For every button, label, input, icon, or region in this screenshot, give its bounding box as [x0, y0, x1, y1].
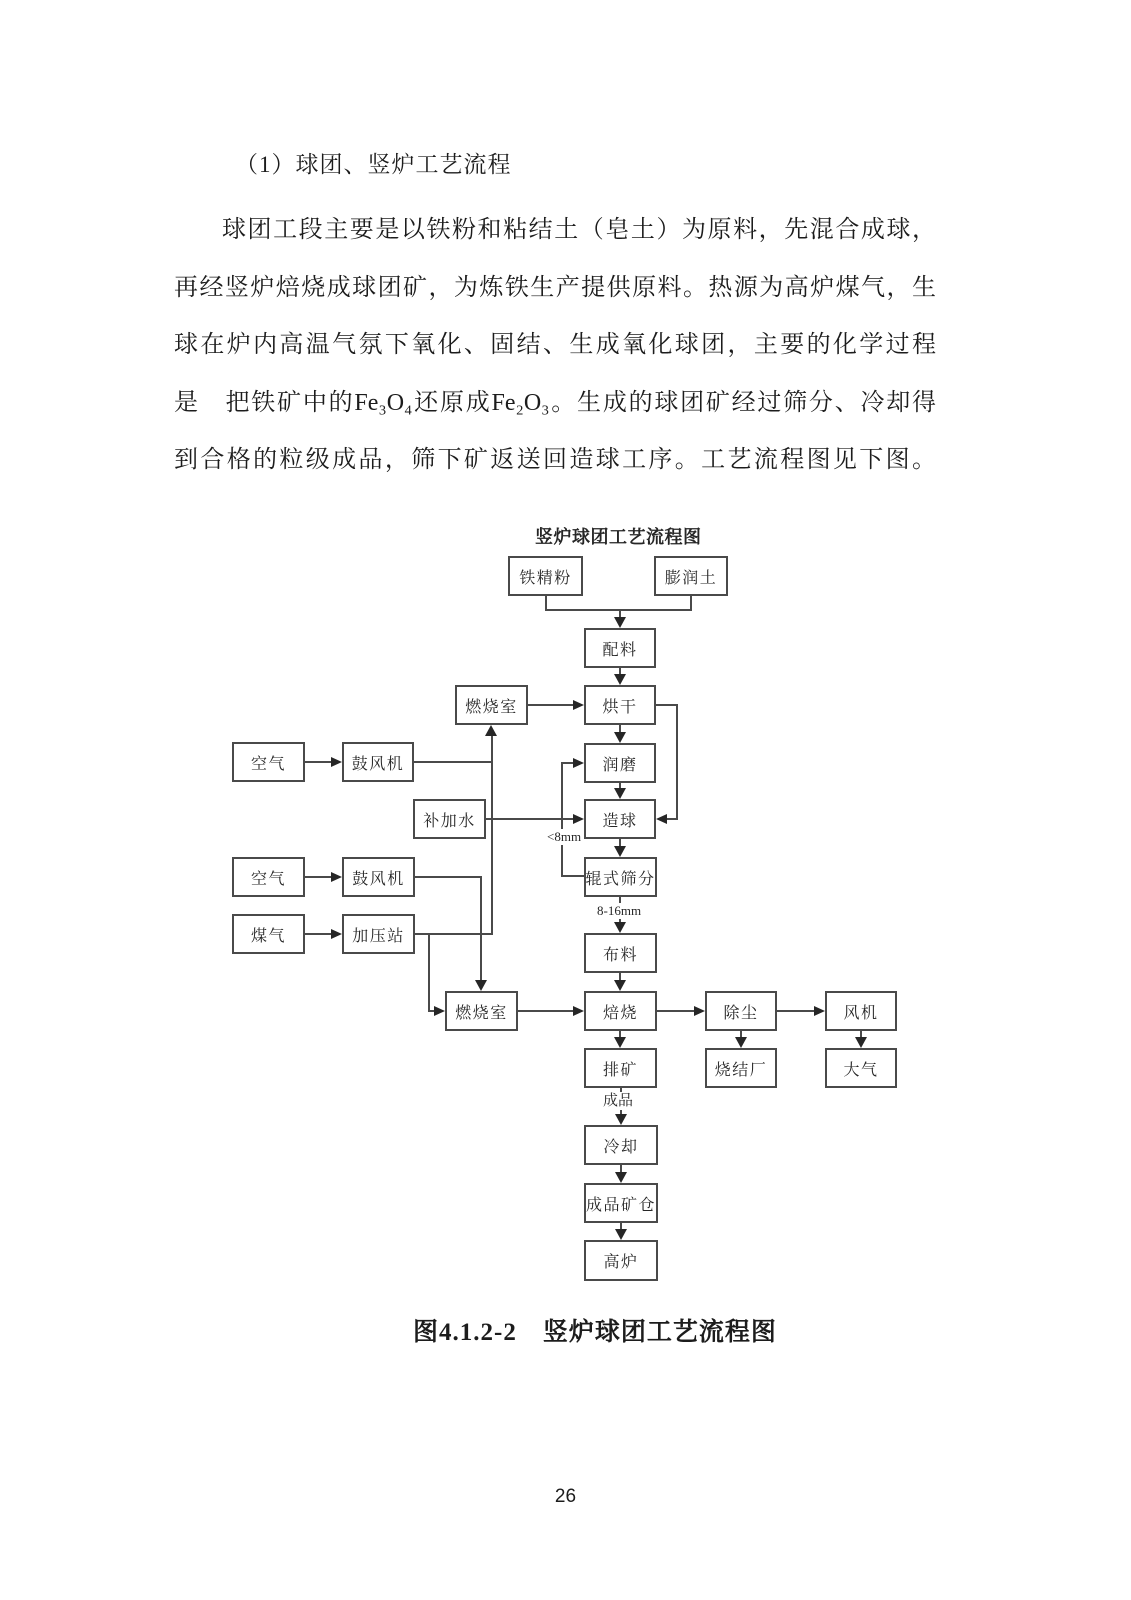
flow-node-ore-discharge: 排矿 [584, 1048, 657, 1088]
flow-node-blast-furnace: 高炉 [584, 1240, 658, 1281]
flow-arrow [573, 1006, 584, 1016]
flow-node-fan: 风机 [825, 991, 897, 1031]
flow-line [518, 1010, 573, 1012]
flow-line [428, 933, 430, 1012]
body-line: 再经竖炉焙烧成球团矿，为炼铁生产提供原料。热源为高炉煤气，生 [174, 274, 936, 301]
flow-node-pressurizing-station: 加压站 [342, 914, 415, 954]
flow-arrow [814, 1006, 825, 1016]
flow-node-blower-1: 鼓风机 [342, 742, 414, 782]
flow-arrow [614, 846, 626, 857]
flow-node-roller-screen: 辊式筛分 [584, 857, 657, 897]
flow-node-cooling: 冷却 [584, 1125, 658, 1165]
flow-node-batching: 配料 [584, 628, 656, 668]
flow-arrow [694, 1006, 705, 1016]
flow-arrow [656, 814, 667, 824]
flow-node-combustion-chamber-1: 燃烧室 [455, 685, 528, 725]
flow-line [656, 704, 678, 706]
flow-node-makeup-water: 补加水 [413, 799, 486, 839]
flow-arrow [331, 929, 342, 939]
flow-line [676, 704, 678, 820]
flow-arrow [614, 732, 626, 743]
flow-arrow [573, 758, 584, 768]
flow-arrow [475, 980, 487, 991]
flow-arrow [573, 700, 584, 710]
flow-arrow [615, 1114, 627, 1125]
flow-arrow [573, 814, 584, 824]
flow-line [414, 761, 492, 763]
body-paragraph [174, 202, 936, 490]
flow-node-distribution: 布料 [584, 933, 657, 973]
flow-arrow [331, 757, 342, 767]
flow-node-bentonite: 膨润土 [654, 556, 728, 596]
flow-line [561, 762, 563, 877]
section-heading: （1）球团、竖炉工艺流程 [235, 152, 512, 177]
flow-line [305, 933, 331, 935]
flow-arrow [615, 1172, 627, 1183]
flow-node-sintering-plant: 烧结厂 [705, 1048, 777, 1088]
flow-diagram-title: 竖炉球团工艺流程图 [535, 527, 702, 547]
flow-node-atmosphere: 大气 [825, 1048, 897, 1088]
flow-line [777, 1010, 814, 1012]
flow-arrow [614, 788, 626, 799]
flow-line [667, 818, 677, 820]
flow-arrow [735, 1037, 747, 1048]
flow-arrow [615, 1229, 627, 1240]
flow-line [491, 735, 493, 934]
edge-label-product: 成品 [603, 1093, 634, 1109]
flow-node-air-1: 空气 [232, 742, 305, 782]
flow-arrow [331, 872, 342, 882]
flow-node-coal-gas: 煤气 [232, 914, 305, 954]
flow-arrow [614, 674, 626, 685]
flow-line [480, 876, 482, 980]
flow-arrow [614, 980, 626, 991]
flow-line [561, 875, 584, 877]
flow-line [563, 762, 573, 764]
flow-node-drying: 烘干 [584, 685, 656, 725]
figure-caption: 图4.1.2-2 竖炉球团工艺流程图 [413, 1319, 777, 1346]
flow-line [415, 876, 481, 878]
edge-label-8-16mm: 8-16mm [597, 903, 642, 918]
flow-node-balling: 造球 [584, 799, 656, 839]
edge-label-under-8mm: <8mm [547, 829, 582, 844]
body-line: 球在炉内高温气氛下氧化、固结、生成氧化球团，主要的化学过程 [174, 332, 936, 359]
flow-arrow [434, 1006, 445, 1016]
flow-arrow [614, 617, 626, 628]
body-line: 到合格的粒级成品，筛下矿返送回造球工序。工艺流程图见下图。 [174, 447, 936, 474]
body-line: 球团工段主要是以铁粉和粘结土（皂土）为原料，先混合成球， [222, 217, 936, 243]
flow-line [619, 973, 621, 980]
flow-arrow [485, 725, 497, 736]
page-number: 26 [554, 1486, 577, 1507]
flow-line [657, 1010, 694, 1012]
flow-arrow [614, 922, 626, 933]
flow-line [690, 595, 692, 610]
flow-node-damp-mill: 润磨 [584, 743, 656, 783]
flow-line [528, 704, 573, 706]
flow-node-dedusting: 除尘 [705, 991, 777, 1031]
flow-line [545, 595, 547, 610]
flow-arrow [855, 1037, 867, 1048]
body-line: 是 把铁矿中的Fe₃O₄还原成Fe₂O₃。生成的球团矿经过筛分、冷却得 [174, 389, 936, 416]
flow-node-blower-2: 鼓风机 [342, 857, 415, 897]
flow-line [305, 761, 331, 763]
flow-node-combustion-chamber-2: 燃烧室 [445, 991, 518, 1031]
flow-node-air-2: 空气 [232, 857, 305, 897]
flow-line [486, 818, 573, 820]
flow-arrow [614, 1037, 626, 1048]
flow-node-iron-concentrate-powder: 铁精粉 [508, 556, 583, 596]
flow-node-product-ore-bin: 成品矿仓 [584, 1183, 658, 1223]
flow-node-roasting: 焙烧 [584, 991, 657, 1031]
flow-line [305, 876, 331, 878]
